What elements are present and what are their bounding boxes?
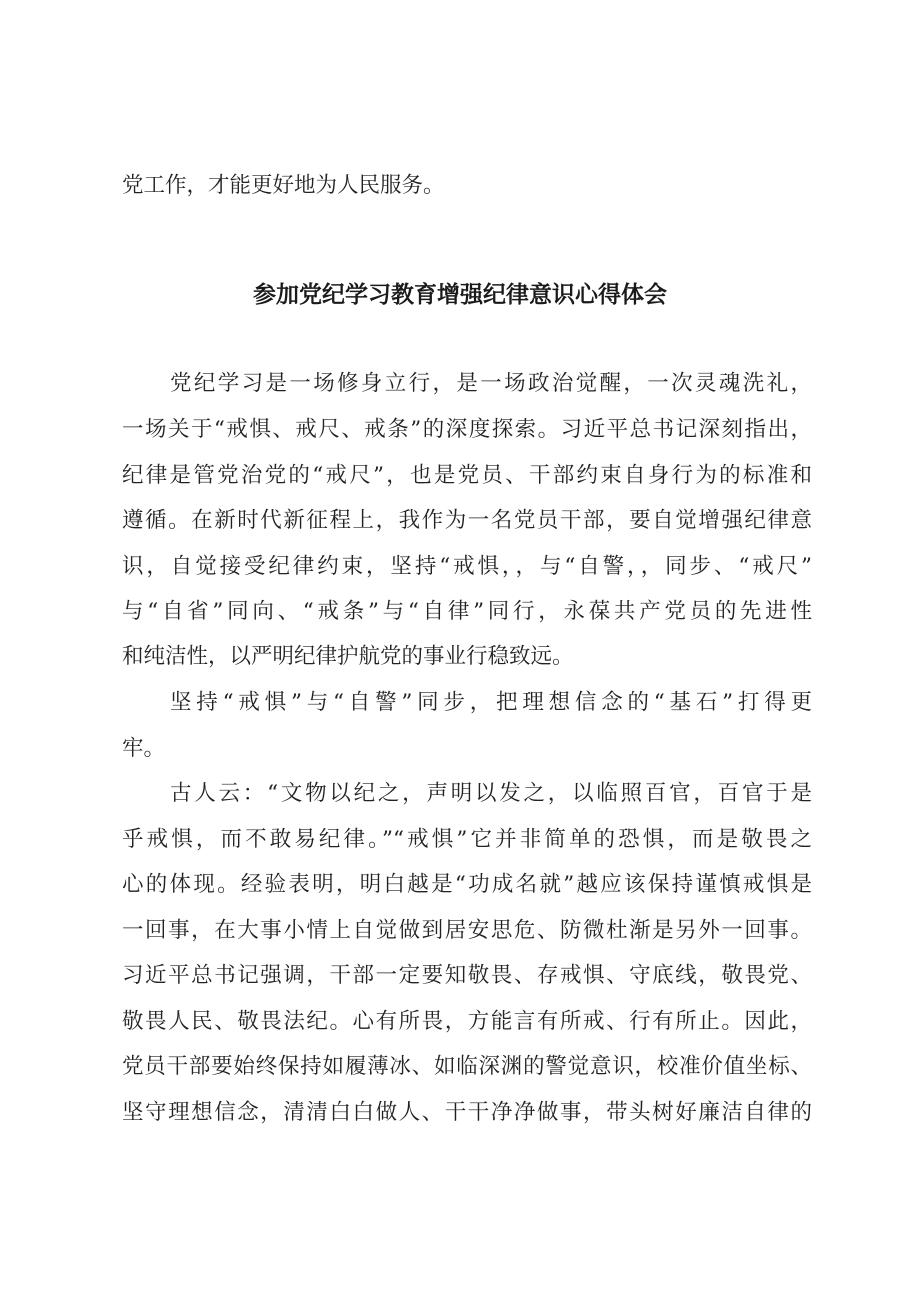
paragraph-1-line-6: 与“自省”同向、“戒条”与“自律”同行，永葆共产党员的先进性 bbox=[122, 599, 812, 624]
paragraph-3-line-8: 坚守理想信念，清清白白做人、干干净净做事，带头树好廉洁自律的 bbox=[122, 1100, 812, 1125]
paragraph-1-line-5: 识，自觉接受纪律约束，坚持“戒惧，，与“自警，，同步、“戒尺” bbox=[122, 554, 812, 579]
paragraph-1-line-7: 和纯洁性，以严明纪律护航党的事业行稳致远。 bbox=[122, 644, 574, 669]
continuation-line: 党工作，才能更好地为人民服务。 bbox=[122, 173, 445, 198]
paragraph-3-line-4: 一回事，在大事小情上自觉做到居安思危、防微杜渐是另外一回事。 bbox=[122, 918, 812, 943]
paragraph-1-line-1: 党纪学习是一场修身立行，是一场政治觉醒，一次灵魂洗礼， bbox=[170, 371, 812, 396]
paragraph-3-line-1: 古人云：“文物以纪之，声明以发之，以临照百官，百官于是 bbox=[170, 781, 812, 806]
paragraph-1-line-2: 一场关于“戒惧、戒尺、戒条”的深度探索。习近平总书记深刻指出， bbox=[122, 417, 812, 442]
paragraph-3-line-3: 心的体现。经验表明，明白越是“功成名就”越应该保持谨慎戒惧是 bbox=[122, 872, 812, 897]
paragraph-1-line-4: 遵循。在新时代新征程上，我作为一名党员干部，要自觉增强纪律意 bbox=[122, 508, 812, 533]
document-title: 参加党纪学习教育增强纪律意识心得体会 bbox=[253, 282, 667, 308]
paragraph-3-line-7: 党员干部要始终保持如履薄冰、如临深渊的警觉意识，校准价值坐标、 bbox=[122, 1054, 812, 1079]
paragraph-2-line-2: 牢。 bbox=[122, 736, 166, 761]
paragraph-1-line-3: 纪律是管党治党的“戒尺”，也是党员、干部约束自身行为的标准和 bbox=[122, 463, 812, 488]
paragraph-3-line-6: 敬畏人民、敬畏法纪。心有所畏，方能言有所戒、行有所止。因此， bbox=[122, 1009, 812, 1034]
paragraph-2-line-1: 坚持“戒惧”与“自警”同步，把理想信念的“基石”打得更 bbox=[170, 690, 812, 715]
paragraph-3-line-2: 乎戒惧，而不敢易纪律。”“戒惧”它并非简单的恐惧，而是敬畏之 bbox=[122, 827, 812, 852]
paragraph-3-line-5: 习近平总书记强调，干部一定要知敬畏、存戒惧、守底线，敬畏党、 bbox=[122, 963, 812, 988]
